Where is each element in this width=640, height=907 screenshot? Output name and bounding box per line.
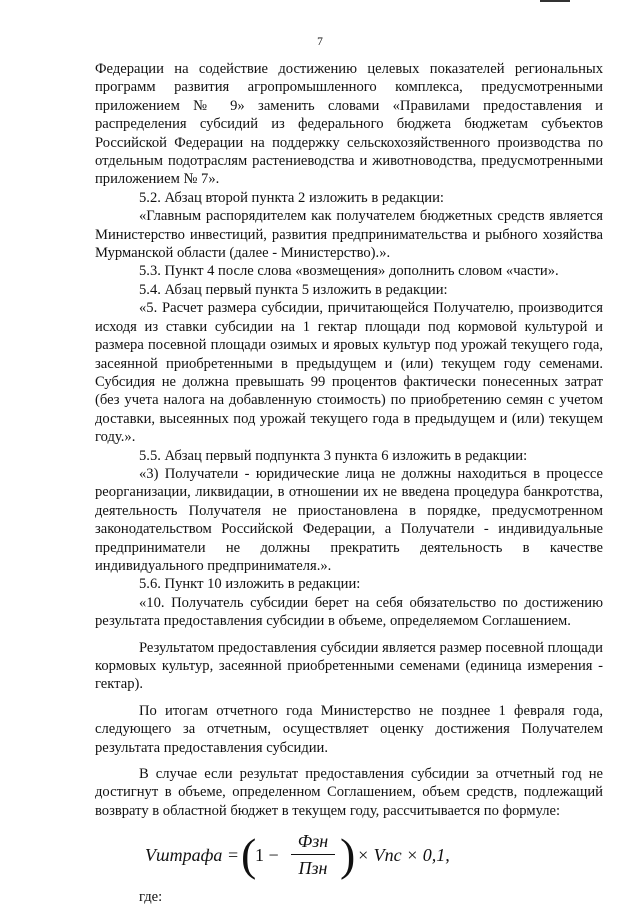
paragraph: «Главным распорядителем как получателем бюджетных средств является Министерство инвестиций, развития предпринимательства и рыбного хозяйства Мурманской области (далее - Министерство).».: [95, 208, 603, 262]
formula-rhs: × Vпс × 0,1,: [357, 845, 450, 866]
paragraph: Результатом предоставления субсидии является размер посевной площади кормовых культур, засеянной приобретенными семенами (единица измерения - гектар).: [95, 639, 603, 693]
paragraph: 5.5. Абзац первый подпункта 3 пункта 6 изложить в редакции:: [139, 447, 528, 464]
paragraph: В случае если результат предоставления субсидии за отчетный год не достигнут в объеме, определенном Соглашением, объем средств, подлежащий возврату в областной бюджет в текущем году, рассчитывается по формуле:: [95, 766, 603, 819]
paragraph: «10. Получатель субсидии берет на себя обязательство по достижению результата предоставления субсидии в объеме, определяемом Соглашением.: [95, 594, 603, 630]
formula-open-paren: (: [241, 829, 257, 881]
fraction-bar: [291, 854, 335, 855]
paragraph: Федерации на содействие достижению целевых показателей региональных программ развития агропромышленного комплекса, предусмотренными приложением № 9» заменить словами «Правилами предоставления и распределения субсидий из федерального бюджета бюджетам субъектов Российской Федерации на поддержку сельскохозяйственного производства по отдельным подотраслям растениеводства и животноводства, предусмотренными приложением № 7».: [95, 61, 603, 188]
paragraph: 5.6. Пункт 10 изложить в редакции:: [139, 576, 361, 593]
page-number: 7: [317, 36, 323, 48]
formula-denominator: Пзн: [298, 858, 328, 879]
paragraph: 5.3. Пункт 4 после слова «возмещения» дополнить словом «части».: [139, 263, 559, 280]
corner-mark: [540, 0, 570, 2]
penalty-formula: [95, 826, 603, 888]
formula-numerator: Фзн: [297, 831, 329, 852]
paragraph: 5.2. Абзац второй пункта 2 изложить в редакции:: [139, 189, 444, 206]
paragraph: 5.4. Абзац первый пункта 5 изложить в редакции:: [139, 281, 448, 298]
paragraph: По итогам отчетного года Министерство не позднее 1 февраля года, следующего за отчетным, осуществляет оценку достижения Получателем результата предоставления субсидии.: [95, 702, 603, 756]
formula-one: 1 −: [255, 845, 279, 866]
formula-fraction: [291, 830, 335, 879]
document-body: [95, 60, 603, 907]
formula-lhs: Vштрафа =: [145, 845, 240, 866]
paragraph: «5. Расчет размера субсидии, причитающейся Получателю, производится исходя из ставки субсидии на 1 гектар площади под кормовой культурой и размера посевной площади озимых и яровых культур под урожай текущего года, засеянной приобретенными в предыдущем и (или) текущем году семенами. Субсидия не должна превышать 99 процентов фактически понесенных затрат (без учета налога на добавленную стоимость) по приобретению семян с учетом доставки, высеянных под урожай текущего года в предыдущем и (или) текущем году.».: [95, 300, 603, 446]
paragraph: «3) Получатели - юридические лица не должны находиться в процессе реорганизации, ликвидации, в отношении их не введена процедура банкротства, деятельность Получателя не приостановлена в порядке, предусмотренном законодательством Российской Федерации, а Получатели - индивидуальные предприниматели не должны прекратить деятельность в качестве индивидуального предпринимателя.».: [95, 465, 603, 574]
where-label: где:: [139, 889, 163, 906]
formula-close-paren: ): [340, 829, 356, 881]
